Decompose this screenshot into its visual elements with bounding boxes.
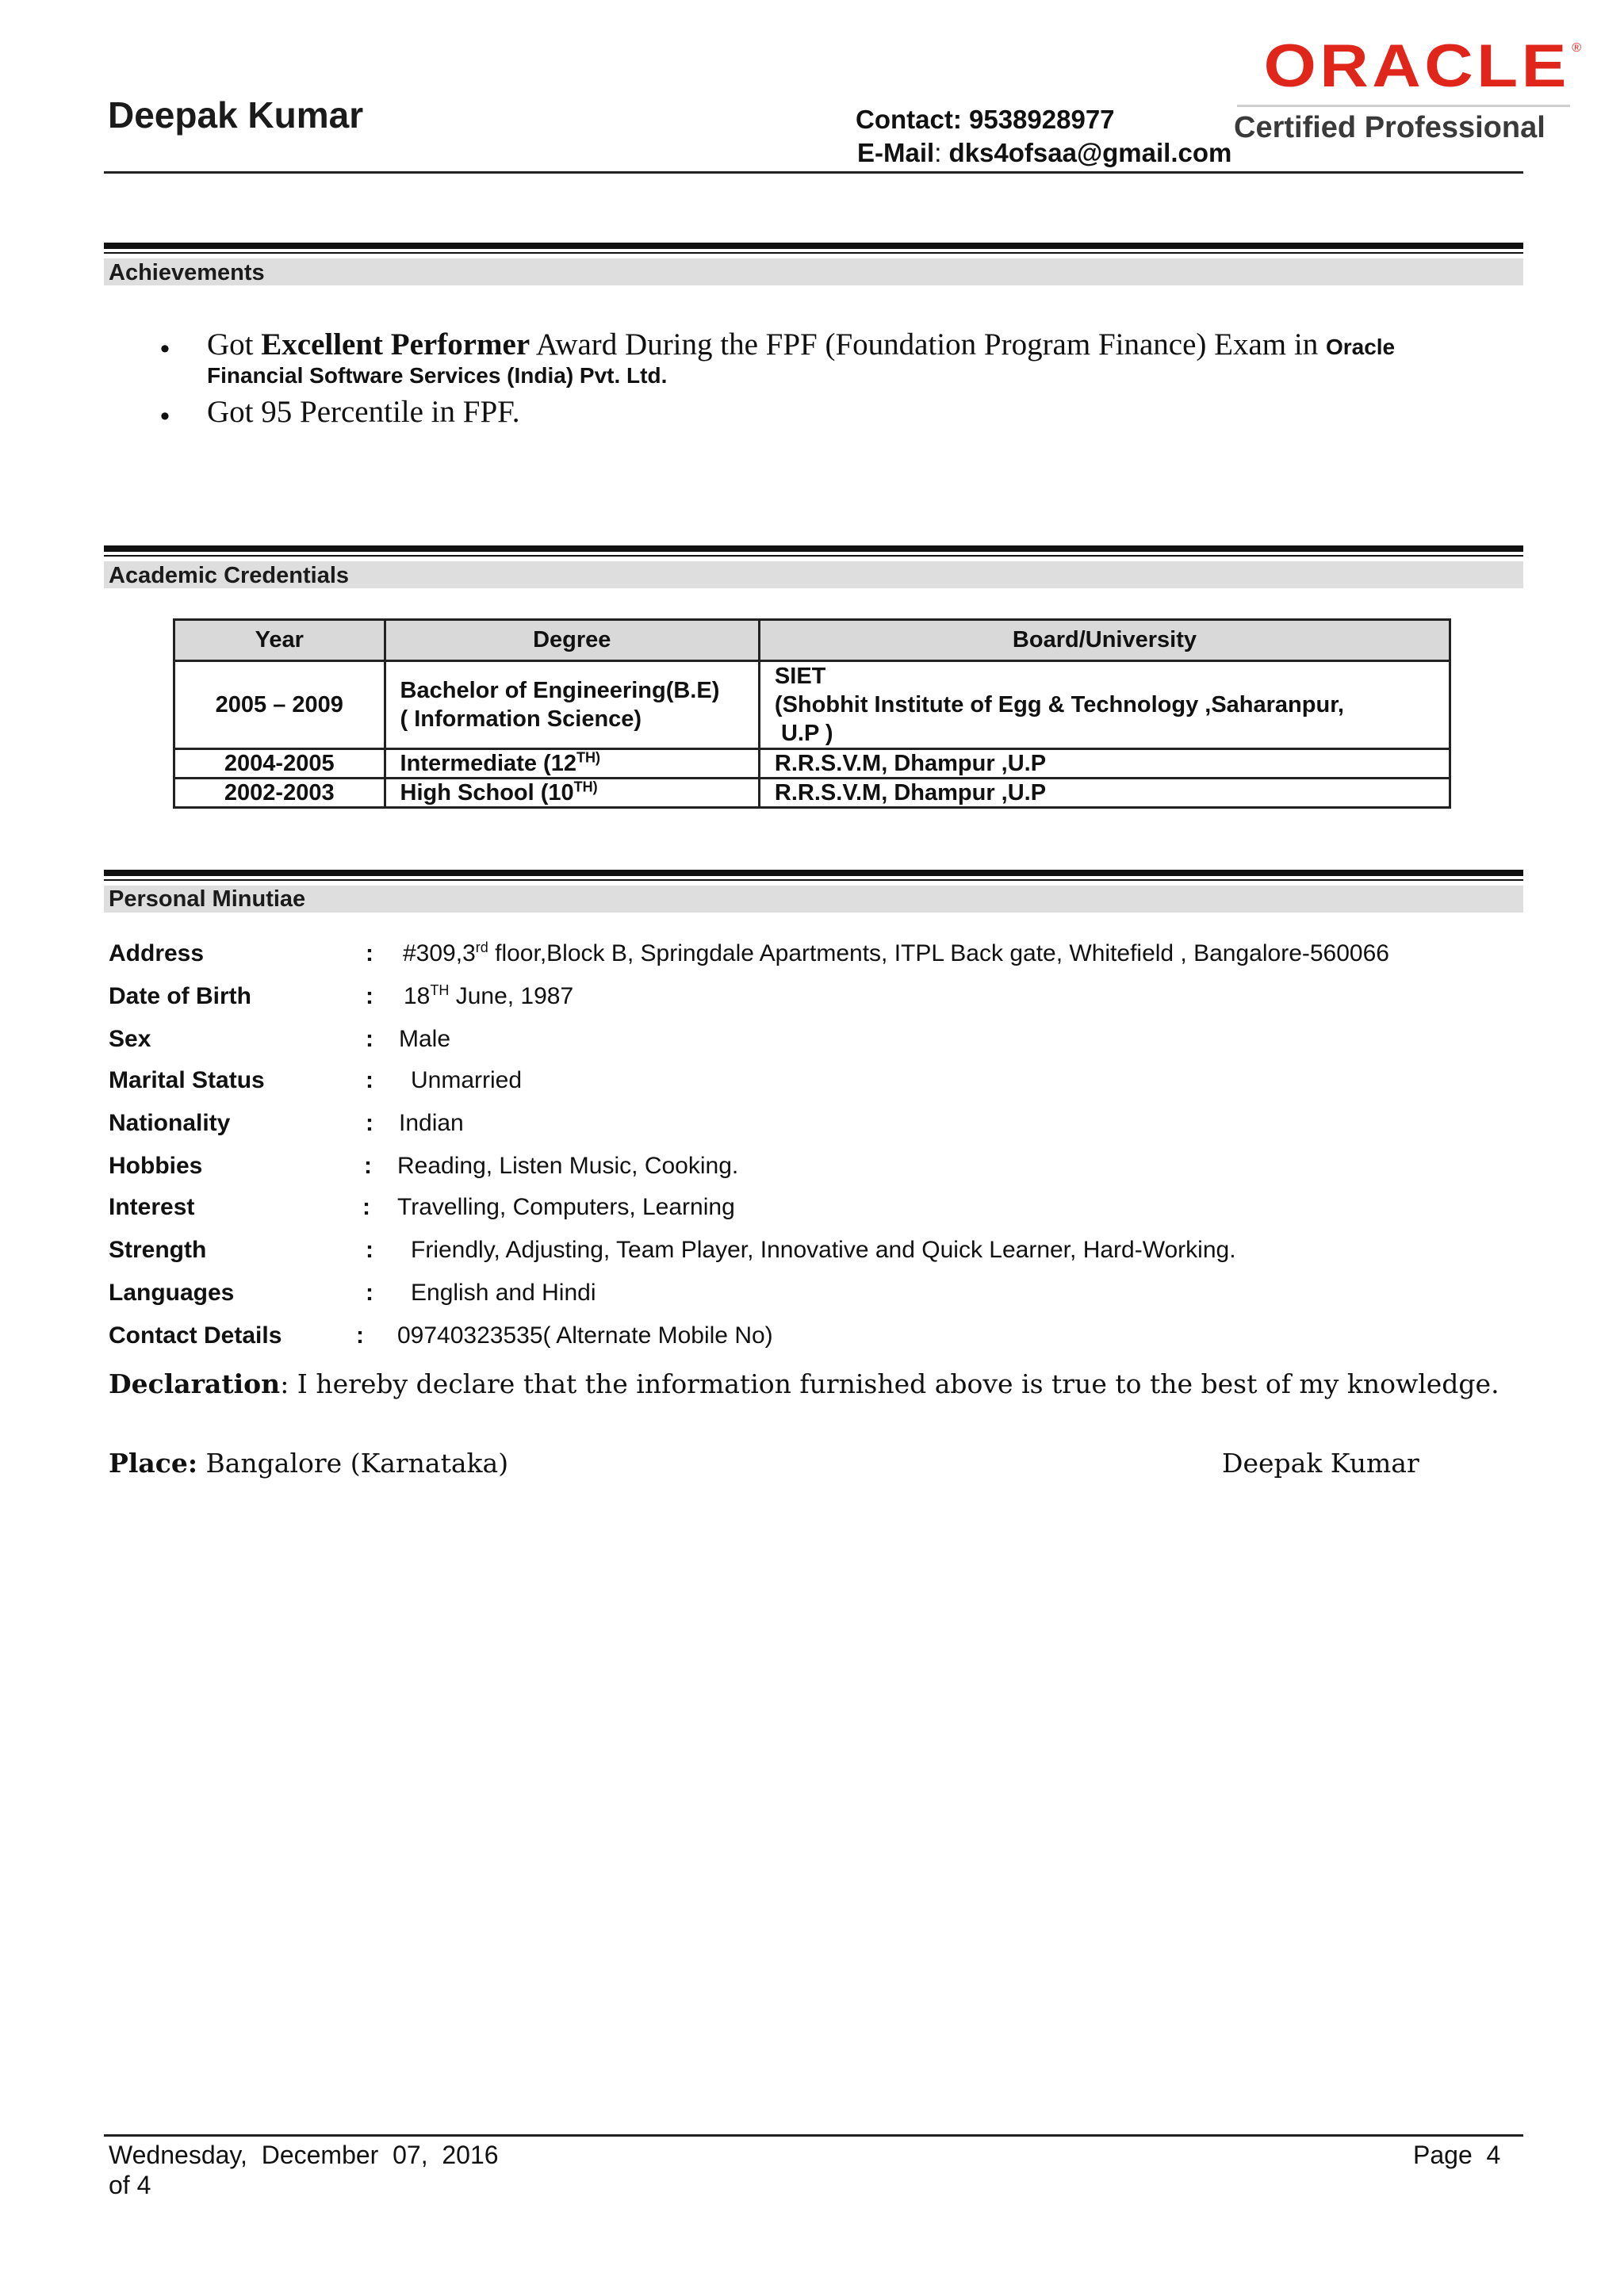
oracle-certified-logo — [1229, 32, 1581, 151]
value-sex: Male — [399, 1026, 451, 1052]
section-rule-thick — [104, 243, 1523, 249]
footer-page-number: Page 4 — [1413, 2141, 1501, 2169]
label-sex: Sex — [109, 1026, 151, 1052]
section-rule-thin — [104, 252, 1523, 254]
achievement-item-1-continued: Financial Software Services (India) Pvt. Ltd. — [207, 363, 668, 388]
section-band — [104, 258, 1523, 285]
value-strength: Friendly, Adjusting, Team Player, Innovative and Quick Learner, Hard-Working. — [411, 1237, 1236, 1263]
table-header-row — [174, 620, 1450, 661]
cell-university: R.R.S.V.M, Dhampur ,U.P — [759, 749, 1450, 779]
achievement-item-2: Got 95 Percentile in FPF. — [207, 395, 520, 429]
value-marital-status: Unmarried — [411, 1067, 523, 1093]
table-row — [174, 779, 1450, 808]
email-line: E-Mail: dks4ofsaa@gmail.com — [857, 138, 1232, 167]
logo-subtitle: Certified Professional — [1234, 111, 1545, 144]
section-rule-thin — [104, 555, 1523, 557]
column-header-university: Board/University — [759, 620, 1450, 661]
bullet-icon: • — [160, 334, 170, 364]
cell-degree: Bachelor of Engineering(B.E) ( Information Science) — [385, 661, 759, 749]
achievement-item-1: Got Excellent Performer Award During the FPF (Foundation Program Finance) Exam in Oracle — [207, 327, 1396, 362]
place-label: Place: — [109, 1448, 198, 1479]
cell-year: 2004-2005 — [174, 749, 385, 779]
signature-name: Deepak Kumar — [1222, 1448, 1419, 1479]
section-rule-thin — [104, 879, 1523, 881]
cell-degree: High School ($10^{TH)}$ — [385, 779, 759, 808]
value-languages: English and Hindi — [411, 1280, 596, 1306]
value-interest: Travelling, Computers, Learning — [397, 1194, 735, 1220]
value-address: #309,3rd floor,Block B, Springdale Apartments, ITPL Back gate, Whitefield , Bangalore-560066 — [403, 939, 1389, 966]
logo-divider — [1237, 105, 1570, 107]
label-hobbies: Hobbies — [109, 1153, 203, 1179]
academic-table — [173, 618, 1451, 809]
table-row — [174, 661, 1450, 749]
cell-university: SIET (Shobhit Institute of Egg & Technology ,Saharanpur, U.P ) — [759, 661, 1450, 749]
label-nationality: Nationality — [109, 1110, 231, 1136]
section-rule-thick — [104, 870, 1523, 876]
email-label: E-Mail — [857, 138, 935, 167]
value-contact-details: 09740323535( Alternate Mobile No) — [397, 1322, 773, 1349]
section-title-academic: Academic Credentials — [109, 563, 350, 588]
bullet-icon: • — [160, 401, 170, 431]
cell-year: 2002-2003 — [174, 779, 385, 808]
candidate-name: Deepak Kumar — [108, 94, 364, 136]
cell-year: 2005 – 2009 — [174, 661, 385, 749]
label-contact-details: Contact Details — [109, 1322, 282, 1349]
label-interest: Interest — [109, 1194, 195, 1220]
value-dob: 18TH June, 1987 — [404, 982, 574, 1009]
label-dob: Date of Birth — [109, 983, 251, 1009]
footer-date: Wednesday, December 07, 2016 — [109, 2141, 499, 2169]
section-title-personal: Personal Minutiae — [109, 886, 306, 912]
cell-degree: Intermediate ($12^{TH)}$ — [385, 749, 759, 779]
label-languages: Languages — [109, 1280, 235, 1306]
column-header-degree: Degree — [385, 620, 759, 661]
column-header-year: Year — [174, 620, 385, 661]
header-divider — [104, 171, 1523, 174]
oracle-wordmark: ORACLE — [1263, 33, 1570, 100]
email-address: dks4ofsaa@gmail.com — [948, 138, 1232, 167]
table-row — [174, 749, 1450, 779]
label-address: Address — [109, 940, 205, 966]
cell-university: R.R.S.V.M, Dhampur ,U.P — [759, 779, 1450, 808]
registered-mark: ® — [1572, 41, 1581, 55]
section-title-achievements: Achievements — [109, 260, 265, 285]
declaration-label: Declaration — [109, 1368, 281, 1399]
label-strength: Strength — [109, 1237, 207, 1263]
contact-line — [856, 105, 1115, 135]
value-nationality: Indian — [399, 1110, 464, 1136]
contact-label: Contact: — [856, 105, 962, 134]
section-rule-thick — [104, 545, 1523, 552]
declaration: Declaration: I hereby declare that the information furnished above is true to the best of my knowledge. — [109, 1368, 1500, 1399]
award-name: Excellent Performer — [261, 327, 530, 362]
contact-phone: 9538928977 — [969, 105, 1115, 134]
value-hobbies: Reading, Listen Music, Cooking. — [397, 1153, 739, 1179]
place: Place: Bangalore (Karnataka) — [109, 1448, 509, 1479]
footer-divider — [104, 2134, 1523, 2137]
section-band — [104, 886, 1523, 913]
label-marital-status: Marital Status — [109, 1067, 265, 1093]
footer-page-total: of 4 — [109, 2171, 151, 2199]
